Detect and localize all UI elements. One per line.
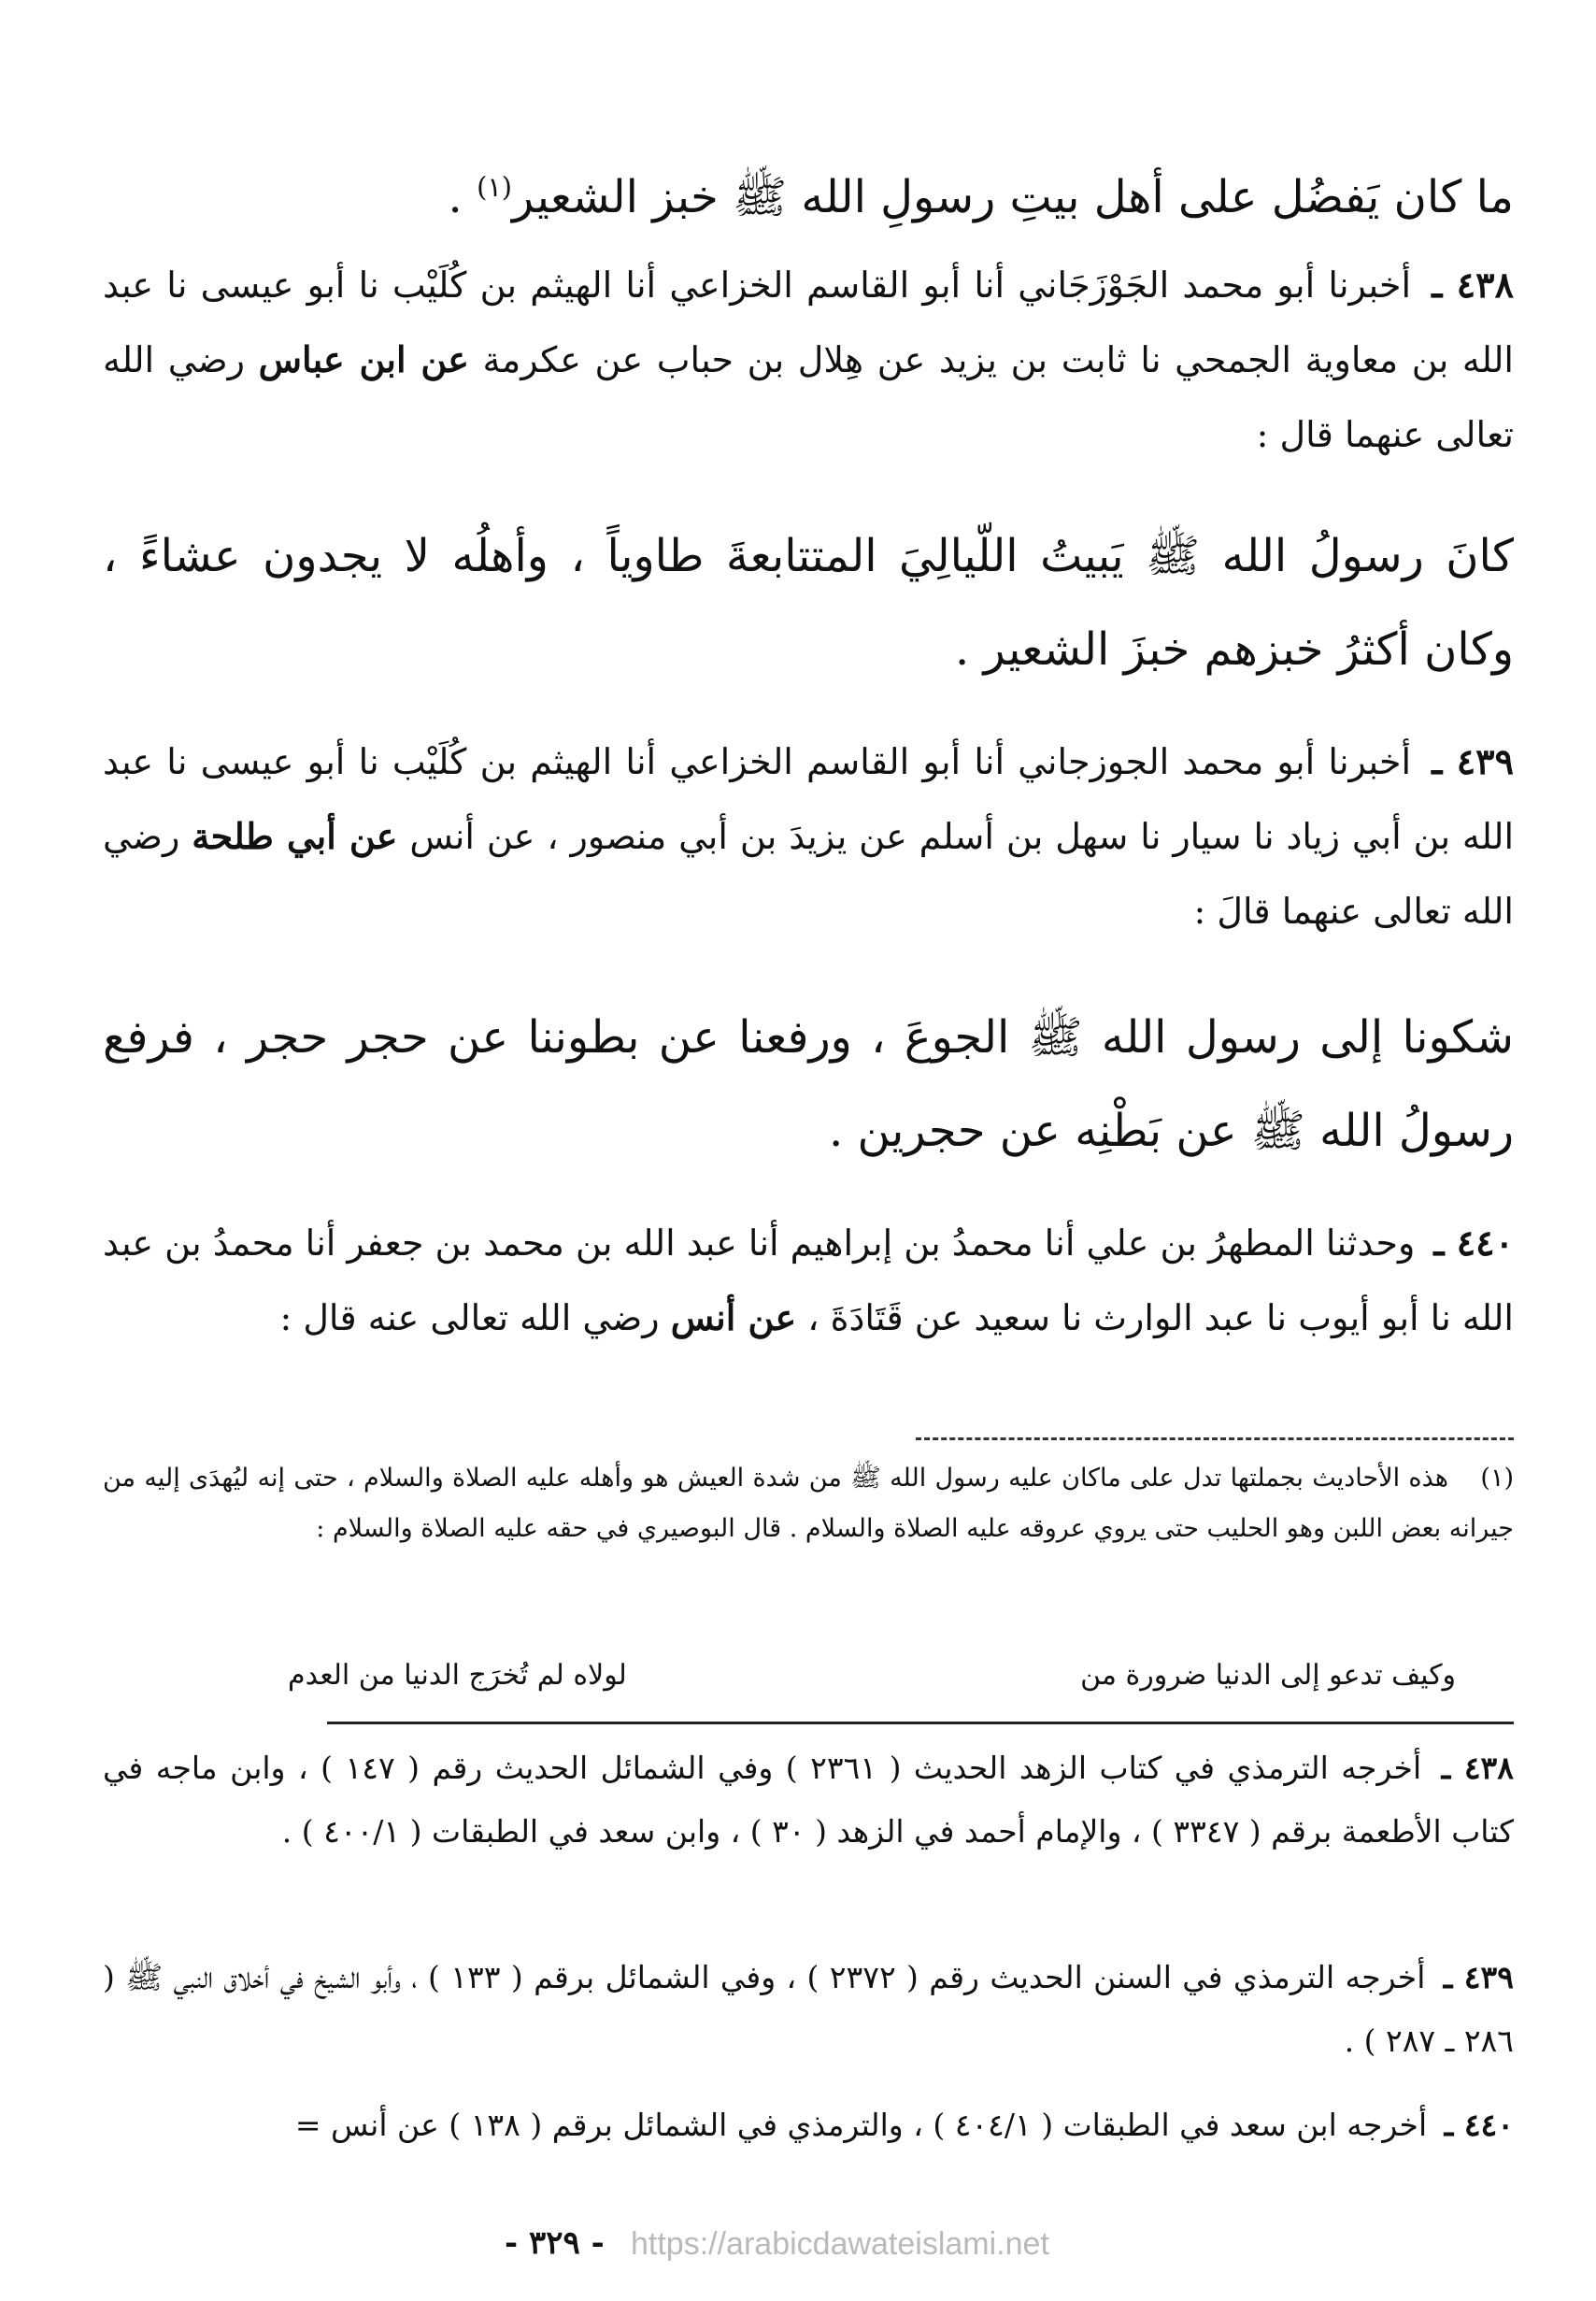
isnad-end: رضي الله تعالى عنهما قالَ :	[103, 816, 1514, 932]
footnote-mark: (١)	[1480, 1464, 1514, 1493]
hadith-number: ٤٤٠ ـ	[1433, 1222, 1514, 1264]
page-number: - ٣٢٩ -	[505, 2224, 605, 2262]
takhrij-440	[103, 2094, 1514, 2157]
hadith-438-matn	[103, 509, 1514, 696]
footnote-text: هذه الأحاديث بجملتها تدل على ماكان عليه رسول الله ﷺ من شدة العيش هو وأهله عليه الصلاة والسلام ، حتى إنه ليُهدَى إليه من جيرانه بعض اللبن وهو الحليب حتى يروي عروقه عليه الصلاة والسلام . قال البوصيري في حقه عليه الصلاة والسلام :	[103, 1464, 1514, 1543]
narrator-name: عن ابن عباس	[258, 338, 469, 380]
isnad-text: أخبرنا أبو محمد الجوزجاني أنا أبو القاسم الخزاعي أنا الهيثم بن كُلَيْب نا أبو عيسى نا عبد الله بن أبي زياد نا سيار نا سهل بن أسلم عن يزيدَ بن أبي منصور ، عن أنس	[103, 741, 1515, 857]
footnote-1	[103, 1453, 1514, 1554]
matn-text: كانَ رسولُ الله ﷺ يَبيتُ اللّيالِيَ المتتابعةَ طاوياً ، وأهلُه لا يجدون عشاءً ، وكان أكثرُ خبزهم خبزَ الشعير .	[103, 530, 1514, 676]
takhrij-text: أخرجه الترمذي في كتاب الزهد الحديث ( ٢٣٦١ ) وفي الشمائل الحديث رقم ( ١٤٧ ) ، وابن ماجه في كتاب الأطعمة برقم ( ٣٣٤٧ ) ، والإمام أحمد في الزهد ( ٣٠ ) ، وابن سعد في الطبقات ( ٤٠٠/١ ) .	[103, 1750, 1514, 1850]
takhrij-439	[103, 1946, 1514, 2073]
narrator-name: عن أبي طلحة	[192, 815, 398, 857]
hadith-437-matn: ما كان يَفضُل على أهل بيتِ رسولِ الله ﷺ خبز الشعير$^{(١)}$ .	[448, 171, 1514, 223]
hadith-number: ٤٣٨ ـ	[1432, 264, 1514, 306]
hadith-439-matn	[103, 991, 1514, 1178]
hadith-number: ٤٣٩ ـ	[1432, 740, 1514, 782]
poetry-verse	[288, 1652, 1456, 1699]
takhrij-438	[103, 1736, 1514, 1864]
narrator-name: عن أنس	[670, 1296, 797, 1338]
takhrij-text: أخرجه ابن سعد في الطبقات ( ٤٠٤/١ ) ، والترمذي في الشمائل برقم ( ١٣٨ ) عن أنس =	[294, 2107, 1428, 2143]
hadith-439-isnad	[103, 724, 1514, 949]
matn-text: ما كان يَفضُل على أهل بيتِ رسولِ الله ﷺ خبز الشعير	[512, 171, 1514, 223]
watermark-url[interactable]: https://arabicdawateislami.net	[631, 2226, 1049, 2262]
takhrij-number: ٤٣٩ ـ	[1443, 1959, 1514, 1995]
isnad-end: رضي الله تعالى عنهما قال :	[103, 339, 1514, 455]
isnad-text: وحدثنا المطهرُ بن علي أنا محمدُ بن إبراهيم أنا عبد الله بن محمد بن جعفر أنا محمدُ بن عبد الله نا أبو أيوب نا عبد الوارث نا سعيد عن قَتَادَةَ ،	[103, 1222, 1514, 1338]
hadith-440-isnad	[103, 1206, 1514, 1355]
footnote-separator	[916, 1437, 1514, 1440]
isnad-end: رضي الله تعالى عنه قال :	[279, 1297, 660, 1338]
hadith-438-isnad	[103, 248, 1514, 472]
verse-second-hemistich: لولاه لم تُخرَج الدنيا من العدم	[288, 1659, 627, 1692]
isnad-text: أخبرنا أبو محمد الجَوْزَجَاني أنا أبو القاسم الخزاعي أنا الهيثم بن كُلَيْب نا أبو عيسى نا عبد الله بن معاوية الجمحي نا ثابت بن يزيد عن هِلال بن حباب عن عكرمة	[103, 264, 1514, 380]
footnote-ref[interactable]: (١)	[477, 171, 513, 203]
verse-first-hemistich: وكيف تدعو إلى الدنيا ضرورة من	[1080, 1659, 1456, 1692]
takhrij-number: ٤٤٠ ـ	[1444, 2107, 1514, 2143]
matn-text: شكونا إلى رسول الله ﷺ الجوعَ ، ورفعنا عن بطوننا عن حجر حجر ، فرفع رسولُ الله ﷺ عن بَطْنِه عن حجرين .	[103, 1011, 1514, 1157]
takhrij-text: أخرجه الترمذي في السنن الحديث رقم ( ٢٣٧٢ ) ، وفي الشمائل برقم ( ١٣٣ ) ، وأبو الشيخ في أخلاق النبي ﷺ ( ٢٨٦ ـ ٢٨٧ ) .	[103, 1959, 1514, 2059]
takhrij-number: ٤٣٨ ـ	[1441, 1750, 1514, 1786]
takhrij-separator	[327, 1722, 1514, 1724]
